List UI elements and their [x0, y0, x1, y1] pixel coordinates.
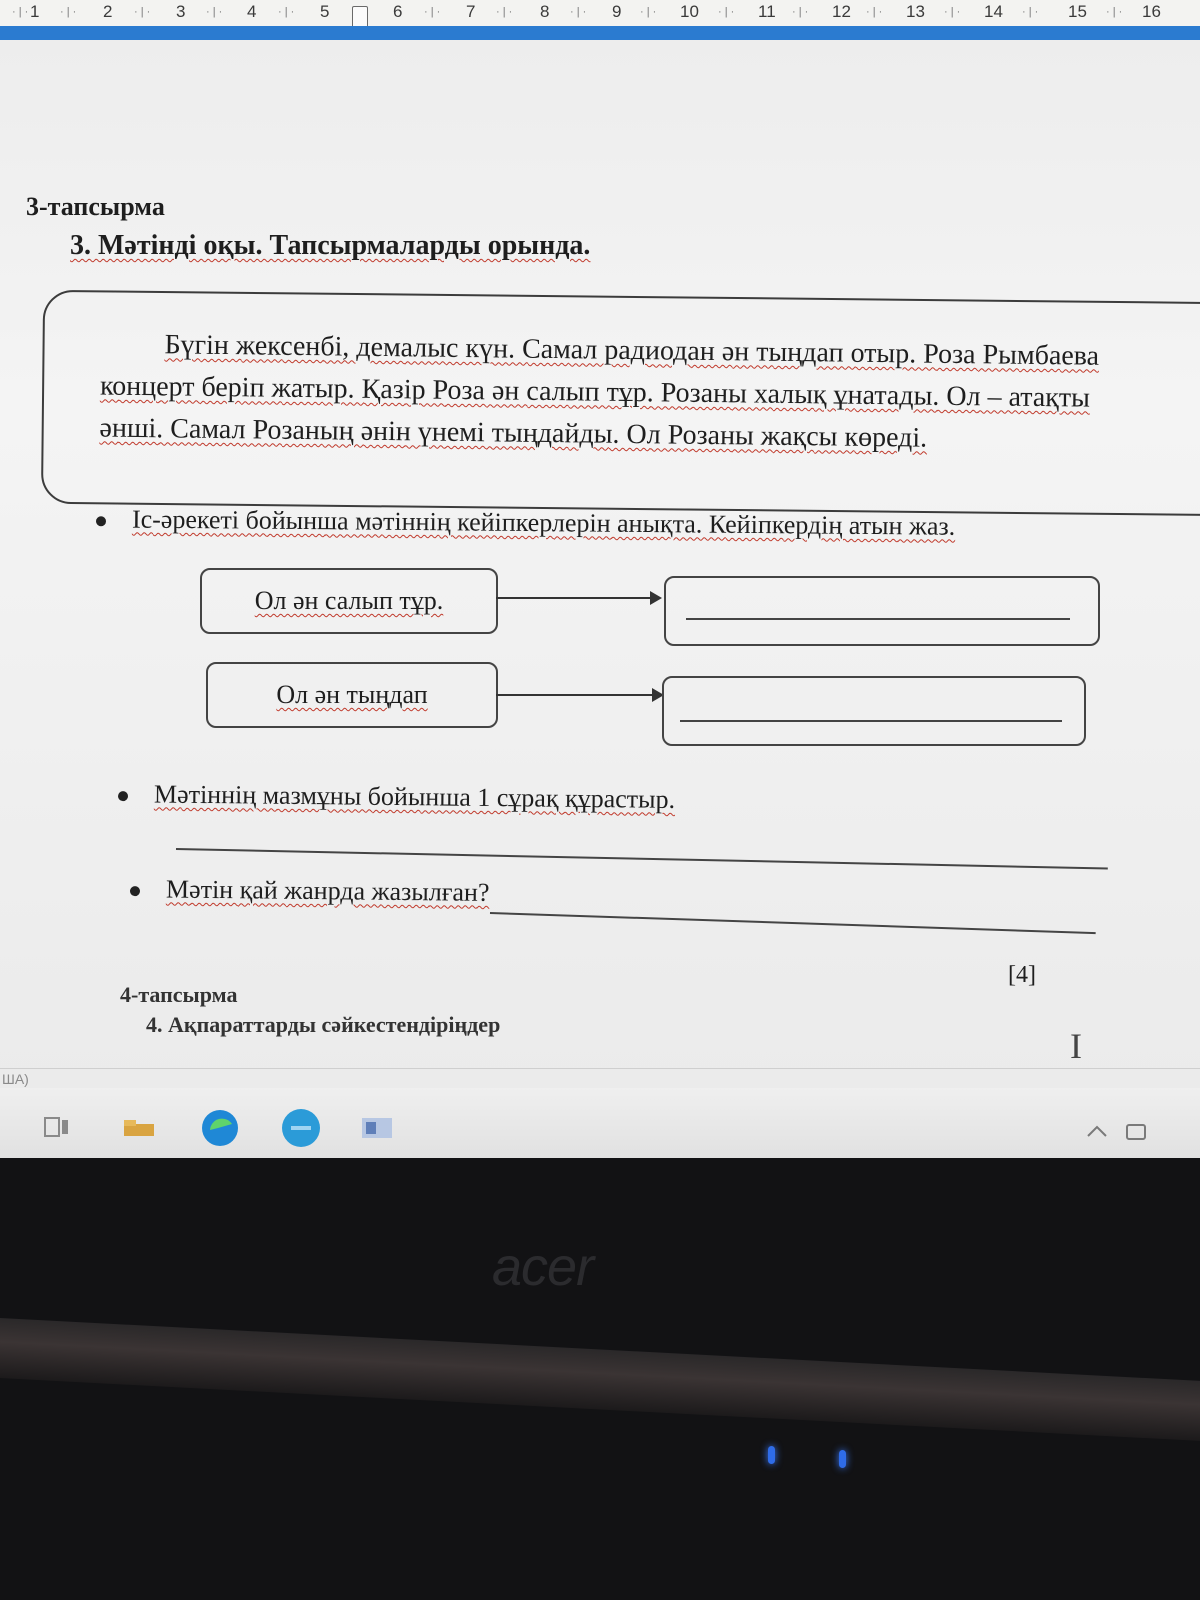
notification-icon[interactable] — [1124, 1120, 1148, 1149]
word-icon[interactable] — [360, 1116, 394, 1145]
bullet-text: Мәтін қай жанрда жазылған? — [165, 874, 490, 907]
ruler-number: 12 — [832, 2, 851, 21]
bullet-item-3 — [130, 874, 490, 908]
ruler-number: 6 — [393, 2, 403, 21]
ruler-tick: · | · — [792, 6, 809, 18]
chat-icon[interactable] — [280, 1108, 322, 1153]
ruler-number: 9 — [612, 2, 622, 21]
statement-box-1 — [200, 568, 498, 634]
ruler-tick: · | · — [424, 6, 441, 18]
file-explorer-icon[interactable] — [122, 1118, 156, 1143]
ruler-number: 16 — [1142, 2, 1161, 21]
bullet-icon — [96, 516, 106, 526]
ruler-number: 3 — [176, 2, 186, 21]
ruler-number: 8 — [540, 2, 550, 21]
genre-answer-line[interactable] — [490, 912, 1096, 934]
statement-box-2 — [206, 662, 498, 728]
ruler-tick: · | · — [278, 6, 295, 18]
status-bar — [0, 1068, 1200, 1089]
ruler-tick: · | · — [944, 6, 961, 18]
arrow-line — [496, 694, 654, 696]
bullet-icon — [130, 886, 140, 896]
ruler-number: 14 — [984, 2, 1003, 21]
ruler-number: 5 — [320, 2, 330, 21]
ruler-number: 4 — [247, 2, 257, 21]
task-title: 3-тапсырма — [26, 192, 165, 221]
taskbar — [0, 1088, 1200, 1158]
text-cursor-icon: I — [1070, 1026, 1082, 1066]
ruler-tick: · | · — [570, 6, 587, 18]
bullet-item-2 — [118, 779, 675, 815]
status-led-icon — [839, 1450, 846, 1468]
ribbon-edge — [0, 26, 1200, 40]
score-label: [4] — [1008, 962, 1036, 988]
chevron-up-icon[interactable] — [1086, 1124, 1108, 1143]
ruler-tick: · | · — [496, 6, 513, 18]
ruler-tick: · | · — [12, 6, 29, 18]
ruler-tick: · | · — [206, 6, 223, 18]
statement-text: Ол ән салып тұр. — [254, 586, 444, 615]
bullet-icon — [118, 791, 128, 801]
reading-passage: Бүгін жексенбі, демалыс күн. Самал радиодан ән тыңдап отыр. Роза Рымбаева концерт беріп жатыр. Қазір Роза ән салып тұр. Розаны халық ұнатады. Ол – атақты әнші. Самал Розаның әнін үнемі тыңдайды. Ол Розаны жақсы көреді. — [99, 329, 1100, 454]
ruler-number: 15 — [1068, 2, 1087, 21]
arrow-line — [496, 597, 652, 599]
status-led-icon — [768, 1446, 775, 1464]
ruler-tick: · | · — [1106, 6, 1123, 18]
bullet-text: Мәтіннің мазмұны бойынша 1 сұрақ құрастыр. — [153, 779, 676, 814]
horizontal-ruler[interactable] — [0, 0, 1200, 27]
ruler-number: 10 — [680, 2, 699, 21]
ruler-number: 13 — [906, 2, 925, 21]
arrow-head-icon — [650, 591, 662, 605]
task4-instruction: 4. Ақпараттарды сәйкестендіріңдер — [146, 1012, 501, 1037]
bullet-item-1 — [96, 504, 955, 541]
ruler-tick: · | · — [866, 6, 883, 18]
ruler-number: 2 — [103, 2, 113, 21]
statement-text: Ол ән тыңдап — [276, 680, 428, 709]
status-language: ША) — [2, 1071, 29, 1087]
question-answer-line[interactable] — [176, 848, 1108, 870]
ruler-tick: · | · — [134, 6, 151, 18]
bullet-text: Іс-әрекеті бойынша мәтіннің кейіпкерлерін анықта. Кейіпкердің атын жаз. — [131, 504, 956, 541]
answer-line — [680, 720, 1062, 722]
answer-box-2[interactable] — [662, 676, 1086, 746]
task4-title: 4-тапсырма — [120, 982, 238, 1007]
ruler-number: 7 — [466, 2, 476, 21]
laptop-brand-logo: acer — [492, 1237, 594, 1297]
edge-icon[interactable] — [200, 1108, 240, 1153]
ruler-number: 11 — [758, 2, 776, 21]
task-instruction: 3. Мәтінді оқы. Тапсырмаларды орында. — [70, 230, 591, 261]
answer-line — [686, 618, 1070, 620]
taskview-icon[interactable] — [44, 1116, 70, 1143]
ruler-number: 1 — [30, 2, 40, 21]
answer-box-1[interactable] — [664, 576, 1100, 646]
document-page[interactable] — [0, 40, 1200, 1088]
ruler-tick: · | · — [60, 6, 77, 18]
ruler-tick: · | · — [718, 6, 735, 18]
ruler-tick: · | · — [1022, 6, 1039, 18]
ruler-tick: · | · — [640, 6, 657, 18]
